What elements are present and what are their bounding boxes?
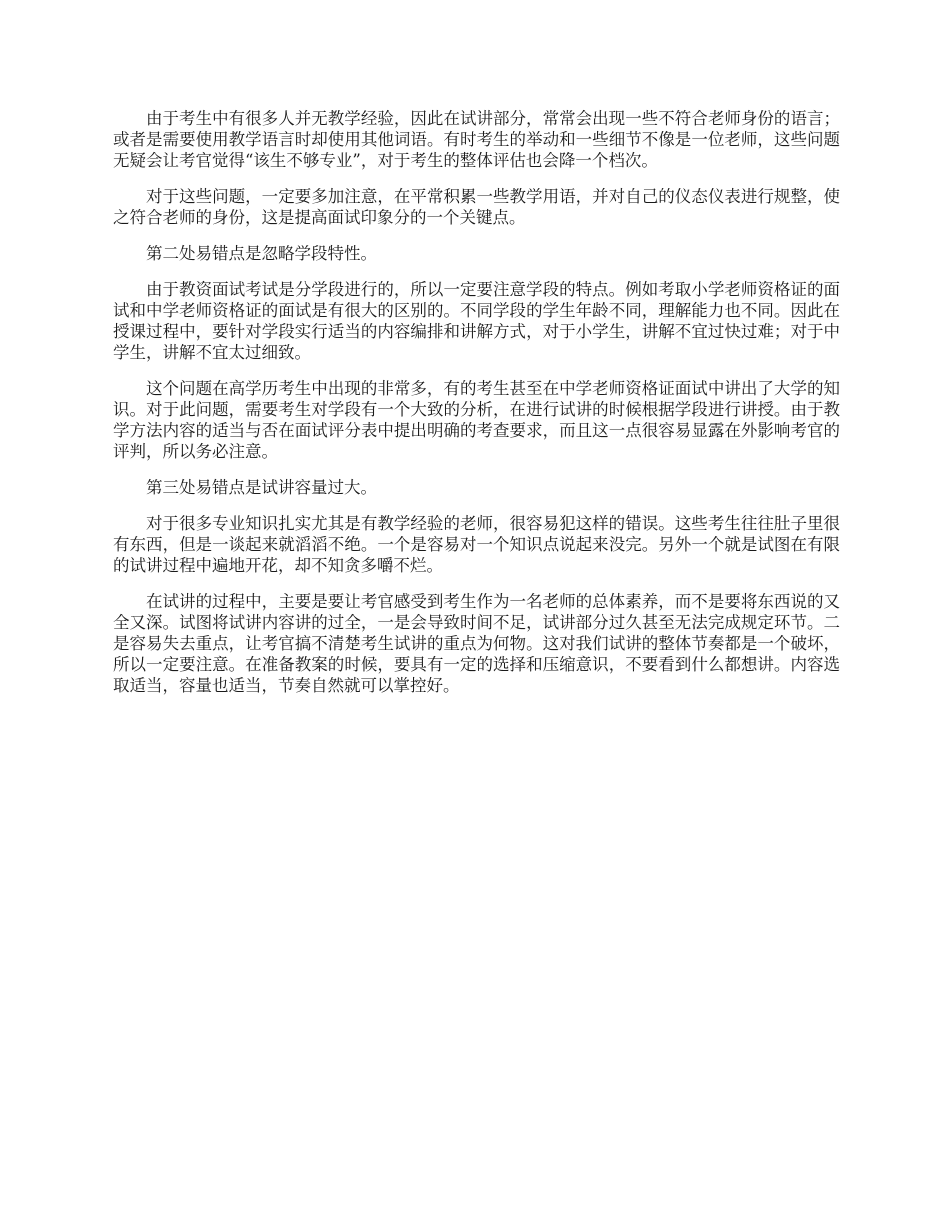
paragraph-2: 对于这些问题，一定要多加注意，在平常积累一些教学用语，并对自己的仪态仪表进行规整，使之符合老师的身份，这是提高面试印象分的一个关键点。 (113, 187, 840, 227)
paragraph-1: 由于考生中有很多人并无教学经验，因此在试讲部分，常常会出现一些不符合老师身份的语言；或者是需要使用教学语言时却使用其他词语。有时考生的举动和一些细节不像是一位老师，这些问题无疑会让考官觉得“该生不够专业”，对于考生的整体评估也会降一个档次。 (113, 109, 840, 170)
section-heading-3: 第三处易错点是试讲容量过大。 (146, 478, 377, 497)
paragraph-5: 这个问题在高学历考生中出现的非常多，有的考生甚至在中学老师资格证面试中讲出了大学的知识。对于此问题，需要考生对学段有一个大致的分析，在进行试讲的时候根据学段进行讲授。由于教学方法内容的适当与否在面试评分表中提出明确的考查要求，而且这一点很容易显露在外影响考官的评判，所以务必注意。 (113, 379, 840, 461)
paragraph-4: 由于教资面试考试是分学段进行的，所以一定要注意学段的特点。例如考取小学老师资格证的面试和中学老师资格证的面试是有很大的区别的。不同学段的学生年龄不同，理解能力也不同。因此在授课过程中，要针对学段实行适当的内容编排和讲解方式，对于小学生，讲解不宜过快过难；对于中学生，讲解不宜太过细致。 (113, 280, 840, 362)
section-heading-2: 第二处易错点是忽略学段特性。 (146, 244, 377, 263)
paragraph-7: 对于很多专业知识扎实尤其是有教学经验的老师，很容易犯这样的错误。这些考生往往肚子里很有东西，但是一谈起来就滔滔不绝。一个是容易对一个知识点说起来没完。另外一个就是试图在有限的试讲过程中遍地开花，却不知贪多嚼不烂。 (113, 514, 840, 575)
paragraph-8: 在试讲的过程中，主要是要让考官感受到考生作为一名老师的总体素养，而不是要将东西说的又全又深。试图将试讲内容讲的过全，一是会导致时间不足，试讲部分过久甚至无法完成规定环节。二是容易失去重点，让考官搞不清楚考生试讲的重点为何物。这对我们试讲的整体节奏都是一个破坏，所以一定要注意。在准备教案的时候，要具有一定的选择和压缩意识，不要看到什么都想讲。内容选取适当，容量也适当，节奏自然就可以掌控好。 (113, 592, 840, 695)
document-body (113, 108, 840, 711)
